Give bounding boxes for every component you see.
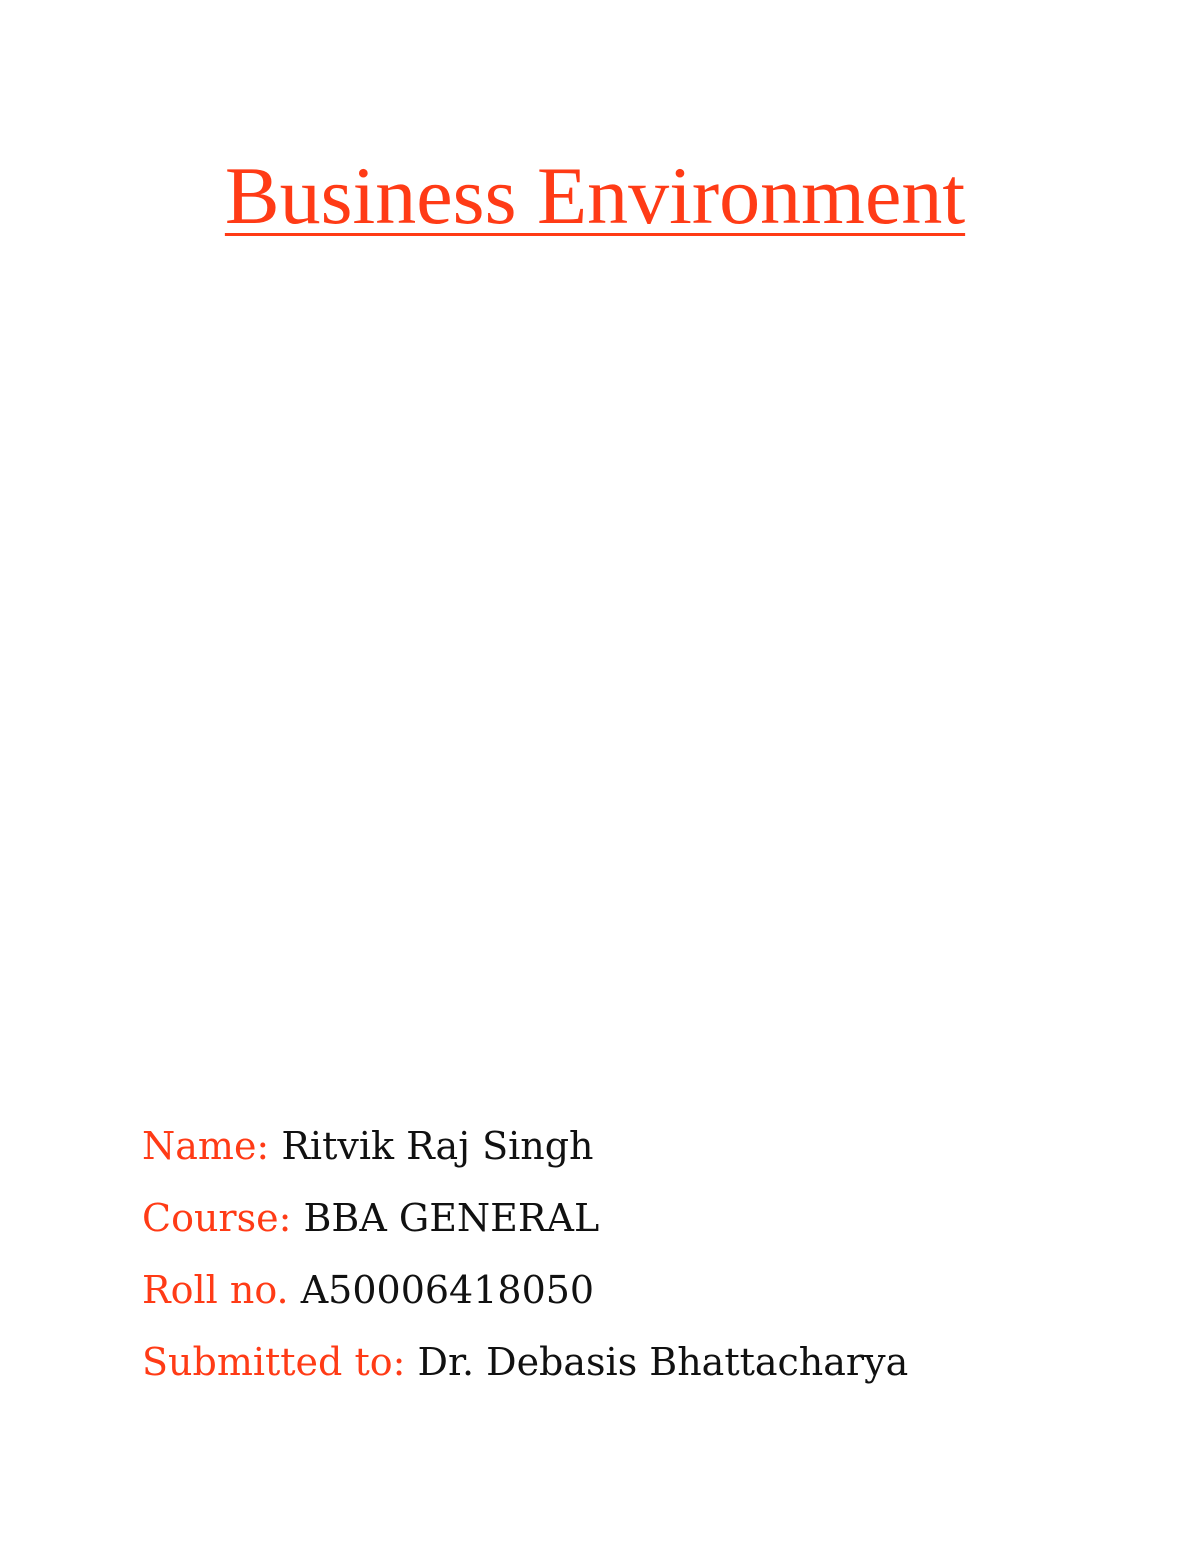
course-value: BBA GENERAL <box>303 1196 600 1240</box>
name-value: Ritvik Raj Singh <box>281 1124 594 1168</box>
name-row <box>142 1110 908 1182</box>
submitted-to-label: Submitted to: <box>142 1340 418 1384</box>
roll-number-value: A50006418050 <box>300 1268 595 1312</box>
submission-details <box>142 1110 908 1398</box>
course-label: Course: <box>142 1196 304 1240</box>
submitted-to-row <box>142 1326 908 1398</box>
course-row <box>142 1182 908 1254</box>
name-label: Name: <box>142 1124 282 1168</box>
roll-number-label: Roll no. <box>142 1268 301 1312</box>
submitted-to-value: Dr. Debasis Bhattacharya <box>417 1340 909 1384</box>
roll-number-row <box>142 1254 908 1326</box>
document-title: Business Environment <box>224 150 966 241</box>
